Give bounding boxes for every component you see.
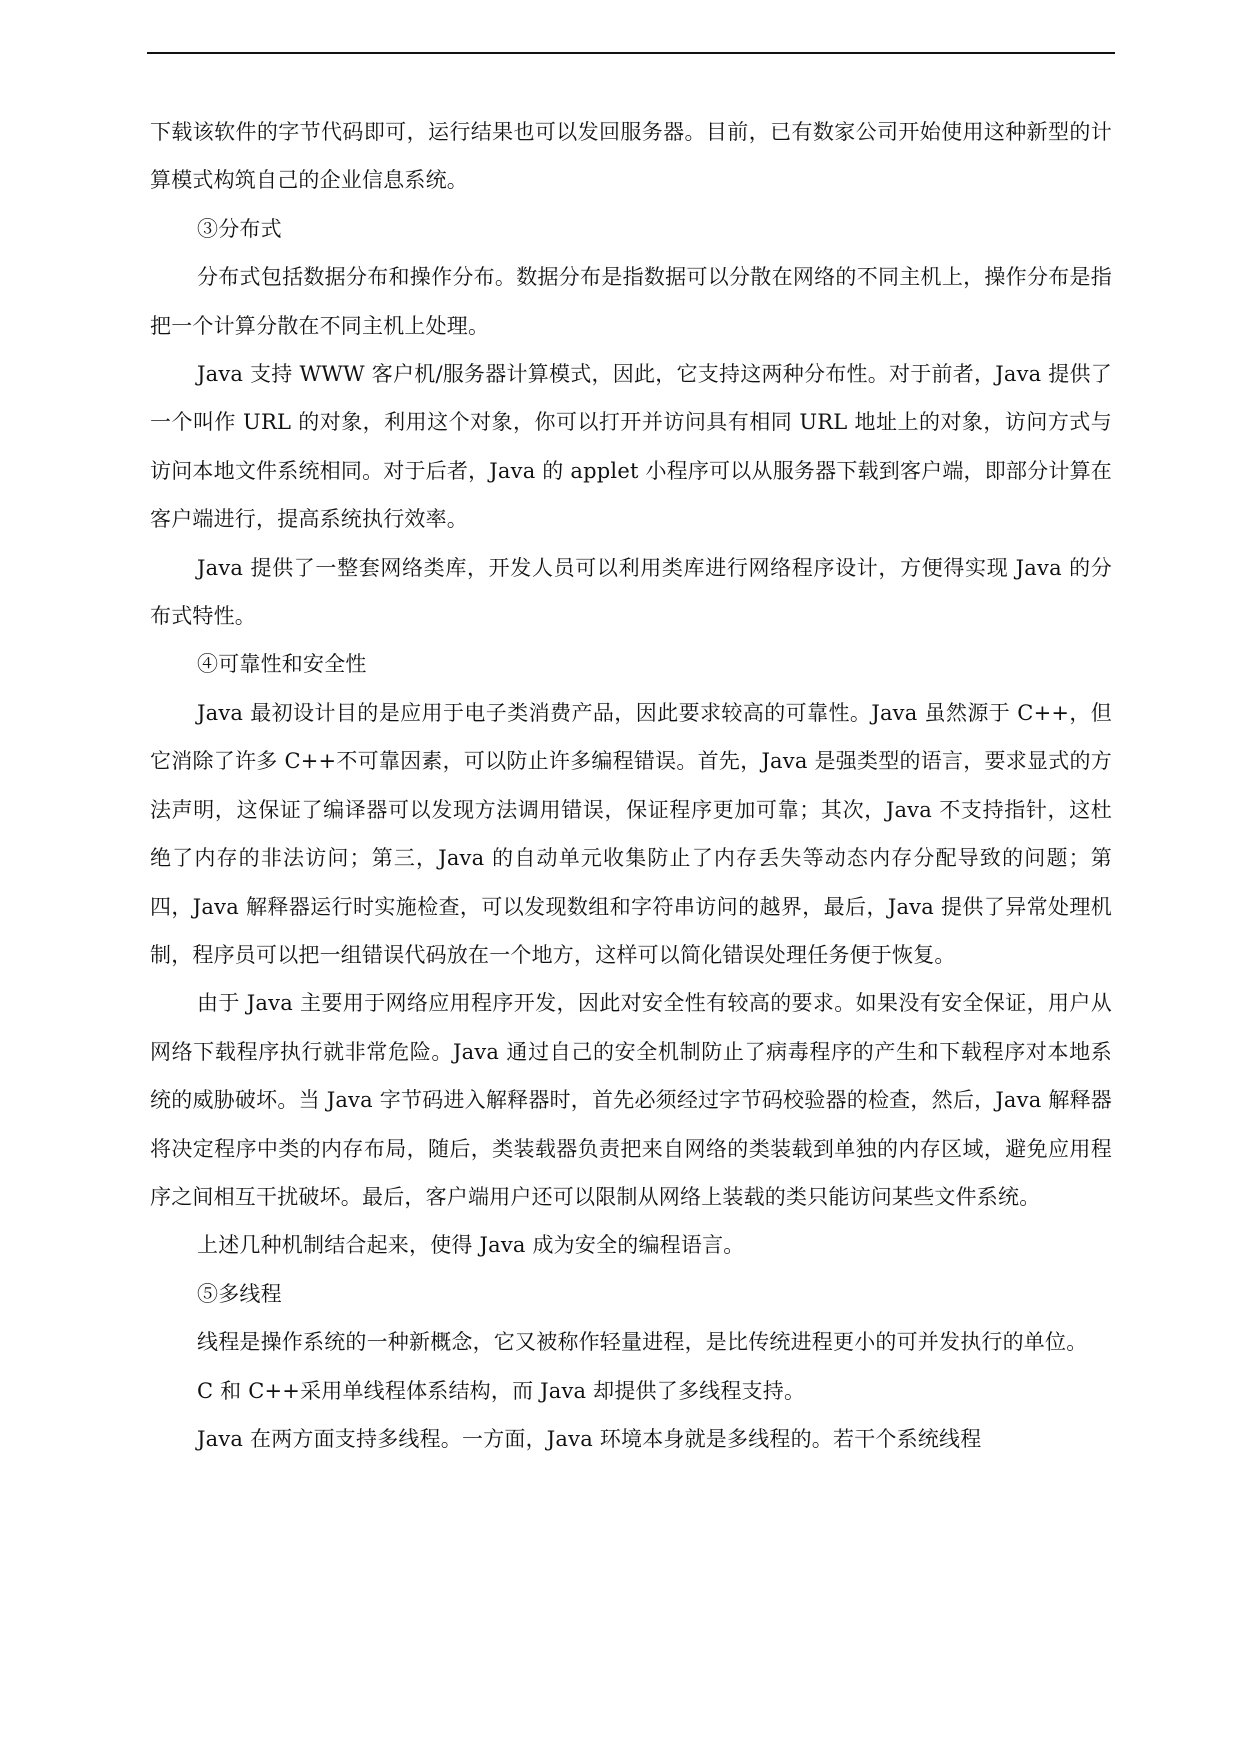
paragraph: C 和 C++采用单线程体系结构，而 Java 却提供了多线程支持。 bbox=[197, 1378, 806, 1403]
body-text bbox=[150, 108, 1112, 1463]
paragraph: 线程是操作系统的一种新概念，它又被称作轻量进程，是比传统进程更小的可并发执行的单位。 bbox=[197, 1330, 1088, 1355]
paragraph: 下载该软件的字节代码即可，运行结果也可以发回服务器。目前，已有数家公司开始使用这种新型的计算模式构筑自己的企业信息系统。 bbox=[150, 120, 1112, 193]
paragraph: Java 支持 WWW 客户机/服务器计算模式，因此，它支持这两种分布性。对于前者，Java 提供了一个叫作 URL 的对象，利用这个对象，你可以打开并访问具有相同 URL 地址上的对象，访问方式与访问本地文件系统相同。对于后者，Java 的 applet 小程序可以从服务器下载到客户端，即部分计算在客户端进行，提高系统执行效率。 bbox=[150, 362, 1112, 532]
header-rule bbox=[147, 52, 1115, 54]
paragraph: Java 提供了一整套网络类库，开发人员可以利用类库进行网络程序设计，方便得实现 Java 的分布式特性。 bbox=[150, 555, 1112, 629]
paragraph: Java 最初设计目的是应用于电子类消费产品，因此要求较高的可靠性。Java 虽然源于 C++，但它消除了许多 C++不可靠因素，可以防止许多编程错误。首先，Java 是强类型的语言，要求显式的方法声明，这保证了编译器可以发现方法调用错误，保证程序更加可靠；其次，Java 不支持指针，这杜绝了内存的非法访问；第三，Java 的自动单元收集防止了内存丢失等动态内存分配导致的问题；第四，Java 解释器运行时实施检查，可以发现数组和字符串访问的越界，最后，Java 提供了异常处理机制，程序员可以把一组错误代码放在一个地方，这样可以简化错误处理任务便于恢复。 bbox=[150, 700, 1112, 967]
paragraph: 上述几种机制结合起来，使得 Java 成为安全的编程语言。 bbox=[197, 1233, 745, 1258]
section-heading: ③分布式 bbox=[197, 216, 282, 241]
paragraph: 由于 Java 主要用于网络应用程序开发，因此对安全性有较高的要求。如果没有安全保证，用户从网络下载程序执行就非常危险。Java 通过自己的安全机制防止了病毒程序的产生和下载程序对本地系统的威胁破坏。当 Java 字节码进入解释器时，首先必须经过字节码校验器的检查，然后，Java 解释器将决定程序中类的内存布局，随后，类装载器负责把来自网络的类装载到单独的内存区域，避免应用程序之间相互干扰破坏。最后，客户端用户还可以限制从网络上装载的类只能访问某些文件系统。 bbox=[150, 991, 1112, 1209]
paragraph: 分布式包括数据分布和操作分布。数据分布是指数据可以分散在网络的不同主机上，操作分布是指把一个计算分散在不同主机上处理。 bbox=[150, 265, 1112, 338]
section-heading: ⑤多线程 bbox=[197, 1281, 282, 1306]
section-heading: ④可靠性和安全性 bbox=[197, 652, 367, 677]
paragraph: Java 在两方面支持多线程。一方面，Java 环境本身就是多线程的。若干个系统线程 bbox=[197, 1426, 982, 1451]
